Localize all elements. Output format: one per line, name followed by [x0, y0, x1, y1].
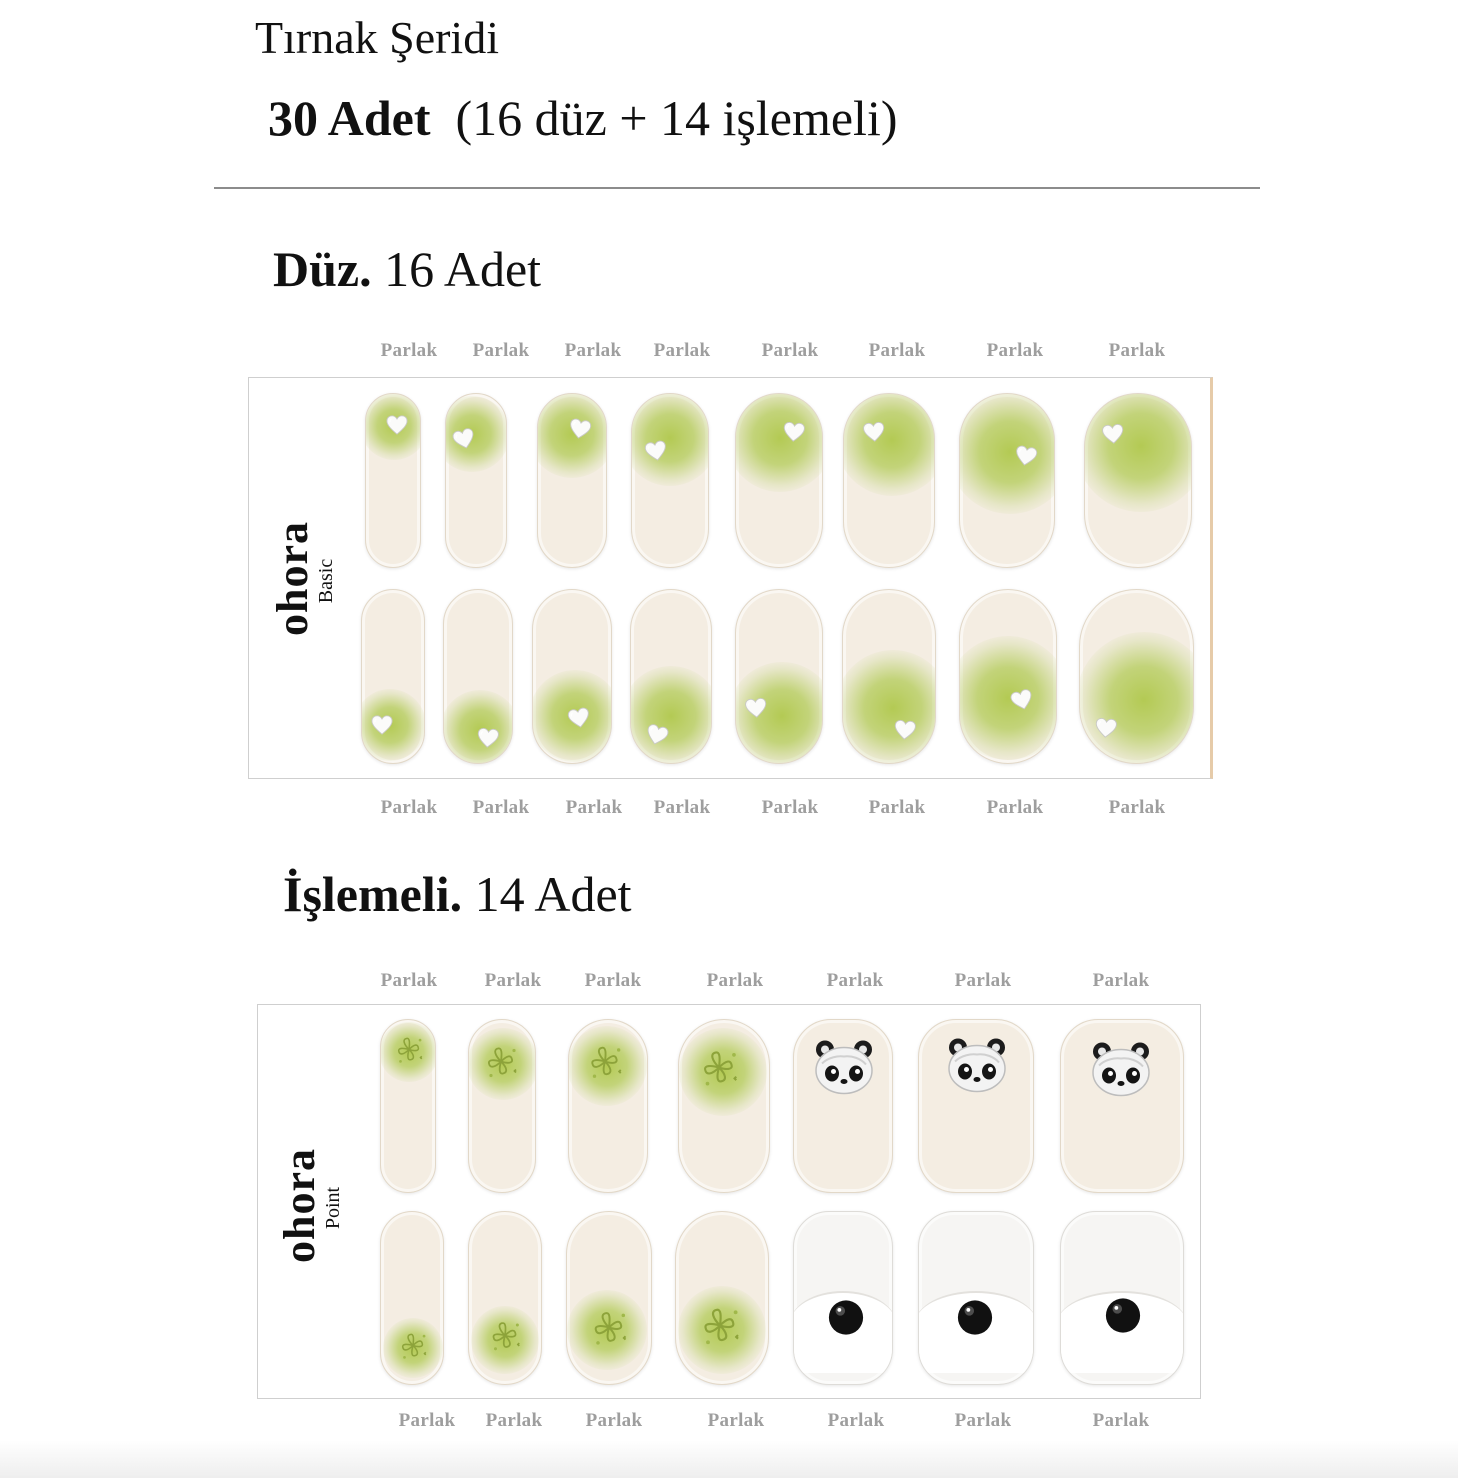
white-bead-nail-strip [918, 1211, 1034, 1385]
finish-label: Parlak [380, 797, 438, 818]
finish-label: Parlak [707, 1410, 765, 1431]
design-section-heading [283, 864, 632, 924]
clover-nail-strip [380, 1019, 436, 1193]
matcha-gradient-spot [959, 393, 1055, 514]
heart-icon [371, 714, 393, 736]
heart-icon [1094, 716, 1118, 740]
matcha-gradient-spot [1084, 393, 1192, 512]
finish-label: Parlak [826, 970, 884, 991]
clover-icon [696, 1045, 742, 1096]
plain-heading-count: 16 Adet [384, 241, 542, 297]
clover-icon [392, 1033, 426, 1072]
clover-icon [396, 1329, 430, 1368]
panda-nail-strip [918, 1019, 1034, 1193]
plain-nail-strip [361, 589, 425, 764]
finish-label: Parlak [1092, 1410, 1150, 1431]
page-title: Tırnak Şeridi [255, 12, 499, 63]
finish-label: Parlak [653, 797, 711, 818]
clover-nail-strip [380, 1211, 444, 1385]
finish-label: Parlak [472, 340, 530, 361]
finish-label: Parlak [585, 1410, 643, 1431]
plain-nail-strip [843, 393, 935, 568]
finish-label: Parlak [380, 340, 438, 361]
clover-nail-strip [468, 1019, 536, 1193]
plain-nail-strip [443, 589, 513, 764]
plain-nail-strip [959, 393, 1055, 568]
finish-label: Parlak [1092, 970, 1150, 991]
finish-label: Parlak [485, 1410, 543, 1431]
clover-nail-strip [675, 1211, 769, 1385]
finish-label: Parlak [584, 970, 642, 991]
finish-label: Parlak [706, 970, 764, 991]
finish-label: Parlak [380, 970, 438, 991]
finish-label: Parlak [565, 797, 623, 818]
black-bead-icon [1104, 1297, 1142, 1340]
finish-label: Parlak [868, 340, 926, 361]
heart-icon [782, 420, 806, 444]
heart-icon [862, 420, 886, 444]
finish-label: Parlak [827, 1410, 885, 1431]
panda-charm-icon [1089, 1042, 1153, 1103]
piece-count-total: 30 Adet [268, 90, 431, 146]
plain-nail-strip [537, 393, 607, 568]
finish-label: Parlak [484, 970, 542, 991]
plain-nail-strip [735, 393, 823, 568]
panda-nail-strip [1060, 1019, 1184, 1193]
heart-icon [744, 696, 768, 720]
clover-nail-strip [568, 1019, 648, 1193]
matcha-gradient-spot [630, 666, 712, 764]
clover-icon [486, 1317, 524, 1360]
matcha-gradient-spot [843, 393, 935, 496]
matcha-gradient-spot [1079, 632, 1194, 764]
finish-label: Parlak [1108, 797, 1166, 818]
plain-nail-strip [735, 589, 823, 764]
page-bottom-edge [0, 1440, 1458, 1478]
clover-icon [481, 1042, 521, 1087]
heart-icon [567, 416, 592, 441]
finish-label: Parlak [564, 340, 622, 361]
plain-nail-strip [959, 589, 1057, 764]
brand-line-basic: Basic [315, 558, 337, 604]
finish-label: Parlak [398, 1410, 456, 1431]
matcha-gradient-spot [631, 393, 709, 486]
plain-nail-strip [1079, 589, 1194, 764]
plain-nail-strip [630, 589, 712, 764]
finish-label: Parlak [954, 1410, 1012, 1431]
clover-icon [696, 1302, 744, 1355]
matcha-gradient-spot [735, 393, 823, 492]
heart-icon [566, 705, 591, 730]
design-heading-bold: İşlemeli. [283, 866, 463, 922]
brand-logo: ohora [275, 1148, 324, 1263]
heart-icon [1101, 422, 1125, 446]
finish-label: Parlak [986, 797, 1044, 818]
black-bead-icon [827, 1299, 865, 1342]
plain-nail-strip [1084, 393, 1192, 568]
white-bead-nail-strip [1060, 1211, 1184, 1385]
plain-nail-strip [631, 393, 709, 568]
plain-nail-strip [365, 393, 421, 568]
divider [214, 187, 1260, 189]
clover-nail-strip [468, 1211, 542, 1385]
design-heading-count: 14 Adet [474, 866, 632, 922]
plain-nail-strip [532, 589, 612, 764]
finish-label: Parlak [986, 340, 1044, 361]
panda-charm-icon [945, 1038, 1009, 1099]
panda-nail-strip [793, 1019, 893, 1193]
brand-logo: ohora [268, 521, 317, 636]
finish-label: Parlak [472, 797, 530, 818]
brand-mark-point [275, 1148, 344, 1263]
finish-label: Parlak [954, 970, 1012, 991]
clover-icon [587, 1306, 631, 1355]
finish-label: Parlak [653, 340, 711, 361]
black-bead-icon [956, 1299, 994, 1342]
clover-icon [584, 1041, 626, 1088]
finish-label: Parlak [868, 797, 926, 818]
white-bead-nail-strip [793, 1211, 893, 1385]
piece-count [268, 88, 898, 148]
matcha-gradient-spot [959, 636, 1057, 760]
plain-heading-bold: Düz. [273, 241, 372, 297]
brand-mark-basic [268, 521, 337, 636]
matcha-gradient-spot [842, 650, 936, 764]
panda-charm-icon [812, 1040, 876, 1101]
finish-label: Parlak [761, 797, 819, 818]
heart-icon [893, 718, 917, 742]
heart-icon [1013, 443, 1038, 468]
heart-icon [476, 726, 500, 750]
clover-nail-strip [566, 1211, 652, 1385]
brand-line-point: Point [322, 1186, 344, 1230]
heart-icon [386, 414, 408, 436]
clover-nail-strip [678, 1019, 770, 1193]
piece-count-breakdown: (16 düz + 14 işlemeli) [455, 90, 898, 146]
plain-section-heading [273, 239, 541, 299]
design-nail-sheet [257, 1004, 1201, 1399]
finish-label: Parlak [1108, 340, 1166, 361]
heart-icon [643, 438, 668, 463]
finish-label: Parlak [761, 340, 819, 361]
plain-nail-strip [445, 393, 507, 568]
plain-nail-sheet [248, 377, 1213, 779]
plain-nail-strip [842, 589, 936, 764]
